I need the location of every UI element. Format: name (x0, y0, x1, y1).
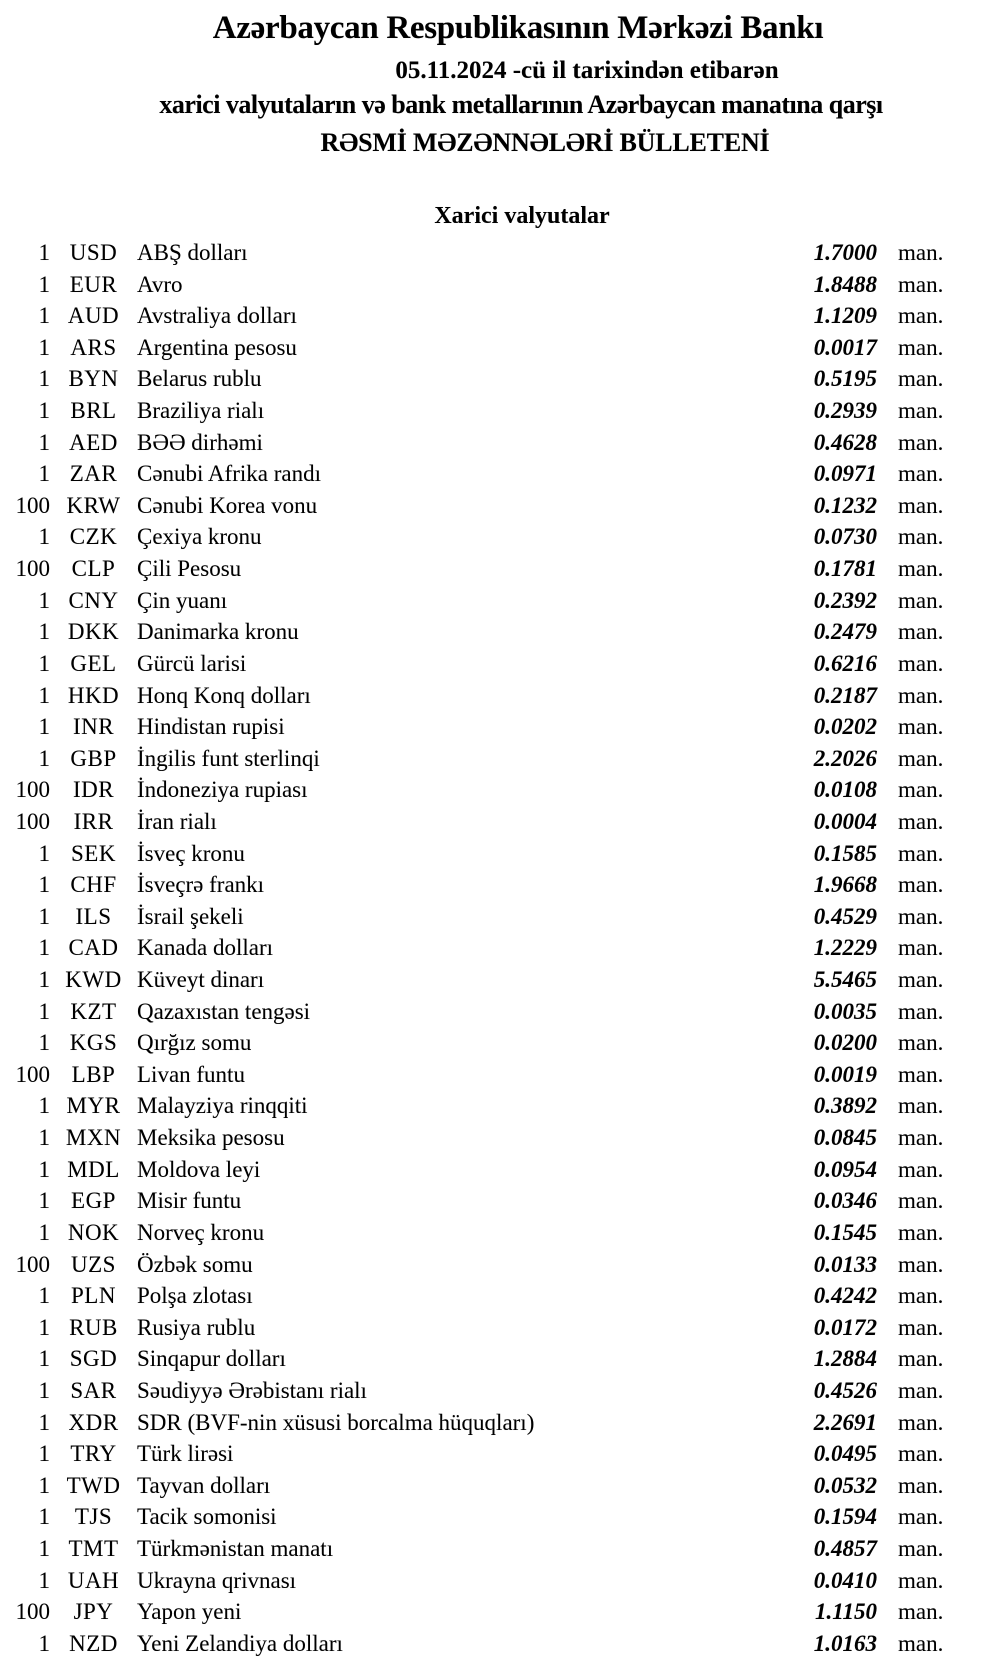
currency-code-cell: GBP (70, 745, 117, 771)
currency-name-cell: Çin yuanı (137, 587, 228, 613)
rate-unit-cell: man. (898, 1441, 944, 1467)
rate-unit-cell: man. (898, 1219, 944, 1245)
rate-value-cell: 0.0495 (813, 1441, 877, 1467)
currency-name-cell: İsveç kronu (137, 840, 245, 866)
table-row (0, 774, 1000, 806)
rate-unit-cell: man. (898, 1377, 944, 1403)
table-row (0, 300, 1000, 332)
currency-code-cell: EUR (69, 271, 118, 297)
rate-unit-cell: man. (898, 872, 944, 898)
quantity-cell: 1 (38, 650, 50, 676)
currency-code-cell: AUD (67, 303, 120, 329)
currency-name-cell: Gürcü larisi (137, 650, 247, 676)
rate-unit-cell: man. (898, 1061, 944, 1087)
rate-value-cell: 1.9668 (813, 872, 877, 898)
currency-code-cell: BYN (68, 366, 119, 392)
rate-value-cell: 0.1594 (813, 1504, 877, 1530)
table-row (0, 964, 1000, 996)
rate-value-cell: 0.4529 (813, 903, 877, 929)
rate-unit-cell: man. (898, 366, 944, 392)
table-row (0, 806, 1000, 838)
currency-code-cell: BRL (70, 398, 117, 424)
rate-unit-cell: man. (898, 1567, 944, 1593)
table-row (0, 1343, 1000, 1375)
rate-value-cell: 0.1545 (813, 1219, 877, 1245)
quantity-cell: 100 (15, 556, 50, 582)
currency-code-cell: IDR (72, 777, 115, 803)
rate-unit-cell: man. (898, 1346, 944, 1372)
quantity-cell: 1 (38, 587, 50, 613)
rate-value-cell: 0.0971 (813, 461, 877, 487)
currency-name-cell: Yapon yeni (137, 1599, 242, 1625)
currency-name-cell: Ukrayna qrivnası (137, 1567, 297, 1593)
table-row (0, 1596, 1000, 1628)
currency-code-cell: NZD (69, 1630, 118, 1656)
rate-unit-cell: man. (898, 998, 944, 1024)
rate-value-cell: 1.2884 (813, 1346, 877, 1372)
currency-name-cell: Kanada dolları (137, 935, 274, 961)
quantity-cell: 1 (38, 334, 50, 360)
currency-table (0, 237, 1000, 1659)
currency-code-cell: TWD (66, 1472, 121, 1498)
rate-unit-cell: man. (898, 808, 944, 834)
rate-value-cell: 1.1150 (815, 1599, 877, 1625)
rate-value-cell: 1.0163 (813, 1630, 877, 1656)
currency-code-cell: CNY (68, 587, 119, 613)
quantity-cell: 1 (38, 1283, 50, 1309)
rate-unit-cell: man. (898, 1283, 944, 1309)
currency-name-cell: Norveç kronu (137, 1219, 265, 1245)
rate-unit-cell: man. (898, 1125, 944, 1151)
rate-value-cell: 0.2392 (813, 587, 877, 613)
currency-name-cell: Tayvan dolları (137, 1472, 271, 1498)
rate-unit-cell: man. (898, 619, 944, 645)
rate-unit-cell: man. (898, 745, 944, 771)
rate-unit-cell: man. (898, 1599, 944, 1625)
currency-name-cell: BƏƏ dirhəmi (137, 429, 263, 455)
currency-name-cell: Avro (137, 271, 183, 297)
rate-value-cell: 0.2187 (813, 682, 877, 708)
rate-unit-cell: man. (898, 271, 944, 297)
currency-code-cell: LBP (71, 1061, 116, 1087)
currency-name-cell: İsrail şekeli (137, 903, 244, 929)
quantity-cell: 1 (38, 619, 50, 645)
quantity-cell: 1 (38, 1504, 50, 1530)
table-row (0, 901, 1000, 933)
bulletin-title: RƏSMİ MƏZƏNNƏLƏRİ BÜLLETENİ (320, 128, 770, 157)
rate-value-cell: 1.7000 (813, 240, 877, 265)
table-row (0, 932, 1000, 964)
currency-code-cell: GEL (70, 650, 117, 676)
quantity-cell: 1 (38, 1346, 50, 1372)
table-row (0, 1027, 1000, 1059)
currency-name-cell: Türkmənistan manatı (137, 1535, 334, 1561)
currency-name-cell: İngilis funt sterlinqi (137, 745, 320, 771)
quantity-cell: 1 (38, 398, 50, 424)
table-row (0, 1090, 1000, 1122)
currency-name-cell: Meksika pesosu (137, 1125, 285, 1151)
currency-code-cell: KWD (65, 967, 122, 993)
quantity-cell: 1 (38, 998, 50, 1024)
rate-value-cell: 0.1781 (813, 556, 877, 582)
quantity-cell: 1 (38, 1219, 50, 1245)
currency-name-cell: Cənubi Korea vonu (137, 492, 318, 518)
quantity-cell: 1 (38, 524, 50, 550)
table-row (0, 269, 1000, 301)
table-row (0, 680, 1000, 712)
table-row (0, 427, 1000, 459)
currency-name-cell: Səudiyyə Ərəbistanı rialı (137, 1377, 367, 1403)
rate-value-cell: 1.8488 (813, 271, 877, 297)
table-row (0, 1217, 1000, 1249)
table-row (0, 743, 1000, 775)
rate-unit-cell: man. (898, 240, 944, 265)
rate-value-cell: 0.0410 (813, 1567, 877, 1593)
quantity-cell: 1 (38, 1377, 50, 1403)
currency-name-cell: Sinqapur dolları (137, 1346, 286, 1372)
rate-unit-cell: man. (898, 1504, 944, 1530)
bank-name-title: Azərbaycan Respublikasının Mərkəzi Bankı (212, 10, 824, 46)
quantity-cell: 1 (38, 872, 50, 898)
currency-code-cell: KGS (69, 1030, 118, 1056)
currency-code-cell: IRR (73, 808, 114, 834)
quantity-cell: 1 (38, 1030, 50, 1056)
rate-value-cell: 0.0532 (813, 1472, 877, 1498)
quantity-cell: 1 (38, 935, 50, 961)
rate-unit-cell: man. (898, 587, 944, 613)
quantity-cell: 100 (15, 492, 50, 518)
currency-code-cell: XDR (68, 1409, 119, 1435)
rate-unit-cell: man. (898, 334, 944, 360)
quantity-cell: 1 (38, 1409, 50, 1435)
table-row (0, 1059, 1000, 1091)
currency-code-cell: KRW (66, 492, 121, 518)
rate-unit-cell: man. (898, 1409, 944, 1435)
rate-unit-cell: man. (898, 682, 944, 708)
currency-name-cell: Qazaxıstan tengəsi (137, 998, 311, 1024)
rate-value-cell: 0.4526 (813, 1377, 877, 1403)
currency-code-cell: CHF (70, 872, 117, 898)
currency-code-cell: DKK (67, 619, 120, 645)
currency-name-cell: Misir funtu (137, 1188, 242, 1214)
currency-code-cell: JPY (73, 1599, 114, 1625)
rate-value-cell: 5.5465 (813, 967, 877, 993)
currency-code-cell: ILS (75, 903, 112, 929)
currency-code-cell: TRY (70, 1441, 117, 1467)
table-row (0, 332, 1000, 364)
currency-name-cell: Küveyt dinarı (137, 967, 265, 993)
quantity-cell: 1 (38, 1535, 50, 1561)
currency-code-cell: MDL (67, 1156, 120, 1182)
quantity-cell: 1 (38, 1441, 50, 1467)
rate-value-cell: 0.0845 (813, 1125, 877, 1151)
currency-name-cell: Livan funtu (137, 1061, 245, 1087)
currency-code-cell: PLN (71, 1283, 116, 1309)
currency-name-cell: Argentina pesosu (137, 334, 297, 360)
table-row (0, 458, 1000, 490)
rate-value-cell: 1.2229 (813, 935, 877, 961)
quantity-cell: 1 (38, 1188, 50, 1214)
table-row (0, 1280, 1000, 1312)
table-row (0, 237, 1000, 269)
table-row (0, 1154, 1000, 1186)
table-row (0, 1438, 1000, 1470)
rate-value-cell: 0.0019 (813, 1061, 877, 1087)
table-row (0, 648, 1000, 680)
rate-value-cell: 0.0954 (813, 1156, 877, 1182)
currency-code-cell: INR (72, 714, 115, 740)
currency-name-cell: İran rialı (137, 808, 217, 834)
currency-name-cell: Tacik somonisi (137, 1504, 277, 1530)
quantity-cell: 100 (15, 777, 50, 803)
rate-value-cell: 0.1232 (813, 492, 877, 518)
rate-unit-cell: man. (898, 777, 944, 803)
rate-unit-cell: man. (898, 429, 944, 455)
currency-name-cell: Honq Konq dolları (137, 682, 311, 708)
currency-name-cell: Polşa zlotası (137, 1283, 253, 1309)
table-row (0, 1249, 1000, 1281)
rate-value-cell: 0.6216 (813, 650, 877, 676)
currency-code-cell: CAD (68, 935, 119, 961)
rate-value-cell: 0.0730 (813, 524, 877, 550)
quantity-cell: 1 (38, 1472, 50, 1498)
currency-code-cell: MYR (66, 1093, 121, 1119)
currency-code-cell: UZS (71, 1251, 116, 1277)
rate-value-cell: 0.2479 (813, 619, 877, 645)
quantity-cell: 1 (38, 1630, 50, 1656)
quantity-cell: 1 (38, 1567, 50, 1593)
quantity-cell: 100 (15, 808, 50, 834)
rate-unit-cell: man. (898, 461, 944, 487)
table-row (0, 869, 1000, 901)
rate-value-cell: 1.1209 (813, 303, 877, 329)
table-row (0, 1501, 1000, 1533)
currency-code-cell: KZT (70, 998, 117, 1024)
quantity-cell: 1 (38, 1125, 50, 1151)
rate-unit-cell: man. (898, 1093, 944, 1119)
currency-code-cell: MXN (65, 1125, 122, 1151)
quantity-cell: 100 (15, 1061, 50, 1087)
currency-name-cell: Cənubi Afrika randı (137, 461, 321, 487)
rate-value-cell: 0.0133 (813, 1251, 877, 1277)
currency-code-cell: EGP (71, 1188, 116, 1214)
table-row (0, 711, 1000, 743)
currency-code-cell: TMT (68, 1535, 119, 1561)
rate-value-cell: 0.0108 (813, 777, 877, 803)
currency-code-cell: HKD (67, 682, 120, 708)
currency-name-cell: Moldova leyi (137, 1156, 261, 1182)
rate-value-cell: 0.0200 (813, 1030, 877, 1056)
currency-name-cell: Belarus rublu (137, 366, 262, 392)
table-row (0, 490, 1000, 522)
rate-unit-cell: man. (898, 303, 944, 329)
currency-code-cell: TJS (74, 1504, 113, 1530)
rate-value-cell: 0.0017 (813, 334, 877, 360)
rate-unit-cell: man. (898, 1314, 944, 1340)
table-row (0, 585, 1000, 617)
currency-name-cell: Rusiya rublu (137, 1314, 256, 1340)
rate-unit-cell: man. (898, 967, 944, 993)
quantity-cell: 100 (15, 1251, 50, 1277)
rate-value-cell: 0.3892 (813, 1093, 877, 1119)
rate-unit-cell: man. (898, 1535, 944, 1561)
rate-value-cell: 0.2939 (813, 398, 877, 424)
rate-unit-cell: man. (898, 935, 944, 961)
rate-unit-cell: man. (898, 650, 944, 676)
table-row (0, 1533, 1000, 1565)
currency-code-cell: ARS (70, 334, 117, 360)
quantity-cell: 1 (38, 840, 50, 866)
rate-value-cell: 0.0346 (813, 1188, 877, 1214)
quantity-cell: 1 (38, 1314, 50, 1340)
table-row (0, 1565, 1000, 1597)
currency-name-cell: Avstraliya dolları (137, 303, 297, 329)
section-title: Xarici valyutalar (434, 203, 610, 229)
quantity-cell: 1 (38, 240, 50, 265)
rate-value-cell: 0.1585 (813, 840, 877, 866)
currency-name-cell: ABŞ dolları (137, 240, 248, 265)
quantity-cell: 1 (38, 303, 50, 329)
currency-code-cell: ZAR (69, 461, 118, 487)
currency-code-cell: SGD (69, 1346, 118, 1372)
currency-code-cell: RUB (69, 1314, 118, 1340)
rate-unit-cell: man. (898, 1030, 944, 1056)
effective-date-line: 05.11.2024 -cü il tarixindən etibarən (395, 57, 779, 84)
currency-name-cell: Qırğız somu (137, 1030, 252, 1056)
currency-name-cell: Danimarka kronu (137, 619, 299, 645)
quantity-cell: 1 (38, 271, 50, 297)
table-row (0, 1407, 1000, 1439)
rate-unit-cell: man. (898, 524, 944, 550)
currency-name-cell: Çili Pesosu (137, 556, 242, 582)
currency-name-cell: Türk lirəsi (137, 1441, 234, 1467)
table-row (0, 1312, 1000, 1344)
table-row (0, 1185, 1000, 1217)
rate-value-cell: 0.0202 (813, 714, 877, 740)
quantity-cell: 1 (38, 429, 50, 455)
table-row (0, 395, 1000, 427)
quantity-cell: 100 (15, 1599, 50, 1625)
currency-name-cell: Çexiya kronu (137, 524, 262, 550)
quantity-cell: 1 (38, 745, 50, 771)
rate-unit-cell: man. (898, 398, 944, 424)
rate-value-cell: 0.4628 (813, 429, 877, 455)
quantity-cell: 1 (38, 967, 50, 993)
rate-unit-cell: man. (898, 492, 944, 518)
rate-value-cell: 0.4857 (813, 1535, 877, 1561)
currency-name-cell: Yeni Zelandiya dolları (137, 1630, 343, 1656)
rate-value-cell: 0.5195 (813, 366, 877, 392)
currency-name-cell: İndoneziya rupiası (137, 777, 308, 803)
table-row (0, 1375, 1000, 1407)
quantity-cell: 1 (38, 1093, 50, 1119)
currency-name-cell: Hindistan rupisi (137, 714, 285, 740)
rate-value-cell: 2.2691 (813, 1409, 877, 1435)
quantity-cell: 1 (38, 682, 50, 708)
rate-unit-cell: man. (898, 714, 944, 740)
rate-unit-cell: man. (898, 1630, 944, 1656)
currency-code-cell: SAR (70, 1377, 117, 1403)
rate-unit-cell: man. (898, 1188, 944, 1214)
currency-name-cell: İsveçrə frankı (137, 872, 265, 898)
rate-value-cell: 0.0004 (813, 808, 877, 834)
rate-unit-cell: man. (898, 903, 944, 929)
table-row (0, 521, 1000, 553)
rate-value-cell: 0.0172 (813, 1314, 877, 1340)
quantity-cell: 1 (38, 461, 50, 487)
table-row (0, 1122, 1000, 1154)
table-row (0, 996, 1000, 1028)
rate-unit-cell: man. (898, 1156, 944, 1182)
currency-code-cell: CLP (71, 556, 116, 582)
rate-value-cell: 0.0035 (813, 998, 877, 1024)
rate-unit-cell: man. (898, 556, 944, 582)
table-row (0, 1470, 1000, 1502)
rate-value-cell: 0.4242 (813, 1283, 877, 1309)
quantity-cell: 1 (38, 366, 50, 392)
currency-code-cell: UAH (67, 1567, 120, 1593)
quantity-cell: 1 (38, 1156, 50, 1182)
currency-name-cell: Malayziya rinqqiti (137, 1093, 308, 1119)
currency-code-cell: NOK (67, 1219, 120, 1245)
table-row (0, 1628, 1000, 1660)
quantity-cell: 1 (38, 714, 50, 740)
table-row (0, 363, 1000, 395)
subtitle-line: xarici valyutaların və bank metallarının Azərbaycan manatına qarşı (159, 90, 883, 119)
rate-unit-cell: man. (898, 840, 944, 866)
rate-unit-cell: man. (898, 1472, 944, 1498)
currency-code-cell: CZK (69, 524, 118, 550)
currency-name-cell: Braziliya rialı (137, 398, 265, 424)
rate-value-cell: 2.2026 (813, 745, 877, 771)
table-row (0, 616, 1000, 648)
currency-code-cell: USD (69, 240, 118, 265)
currency-code-cell: AED (69, 429, 118, 455)
rate-unit-cell: man. (898, 1251, 944, 1277)
quantity-cell: 1 (38, 903, 50, 929)
currency-name-cell: Özbək somu (137, 1251, 253, 1277)
currency-name-cell: SDR (BVF-nin xüsusi borcalma hüquqları) (137, 1409, 535, 1435)
table-row (0, 838, 1000, 870)
currency-code-cell: SEK (71, 840, 116, 866)
table-row (0, 553, 1000, 585)
